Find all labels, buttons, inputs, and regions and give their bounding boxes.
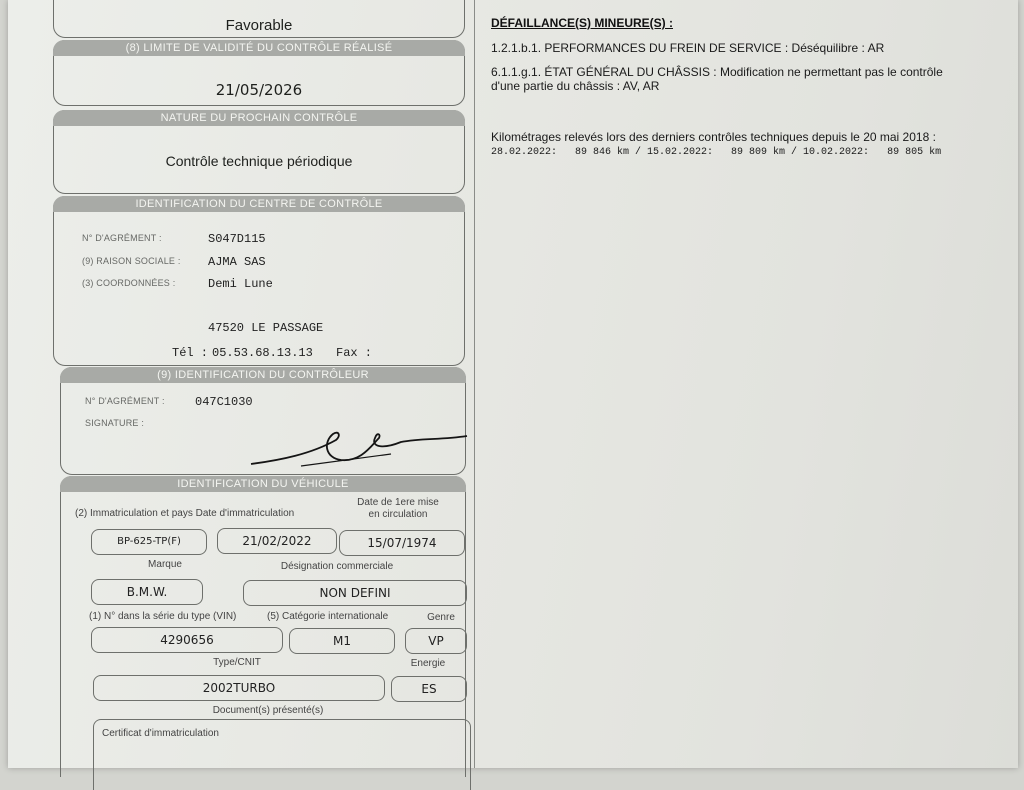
center-band: IDENTIFICATION DU CENTRE DE CONTRÔLE: [53, 196, 465, 212]
tel-label: Tél :: [172, 346, 209, 360]
type-field: 2002TURBO: [93, 675, 385, 701]
validity-band: (8) LIMITE DE VALIDITÉ DU CONTRÔLE RÉALISÉ: [53, 40, 465, 56]
center-box: [53, 196, 465, 366]
raison-sociale-label: (9) RAISON SOCIALE :: [82, 256, 181, 266]
validity-box: [53, 40, 465, 106]
km-values: 28.02.2022: 89 846 km / 15.02.2022: 89 809 km / 10.02.2022: 89 805 km: [491, 147, 942, 158]
controller-agrement-label: N° D'AGRÉMENT :: [85, 396, 165, 406]
coordonnees-line1: Demi Lune: [208, 277, 273, 291]
defect-1: 1.2.1.b.1. PERFORMANCES DU FREIN DE SERVICE : Déséquilibre : AR: [491, 41, 885, 55]
immat-value-field: BP-625-TP(F): [91, 529, 207, 555]
next-control-value: Contrôle technique périodique: [165, 153, 353, 169]
designation-field: NON DEFINI: [243, 580, 467, 606]
docs-field: [93, 719, 471, 790]
minor-defects-title: DÉFAILLANCE(S) MINEURE(S) :: [491, 16, 673, 30]
marque-field: B.M.W.: [91, 579, 203, 605]
designation-label: Désignation commerciale: [280, 561, 394, 572]
center-agrement-label: N° D'AGRÉMENT :: [82, 233, 162, 243]
raison-sociale-value: AJMA SAS: [208, 255, 266, 269]
docs-label: Document(s) présenté(s): [212, 705, 324, 716]
genre-field: VP: [405, 628, 467, 654]
coordonnees-label: (3) COORDONNÉES :: [82, 278, 176, 288]
signature-drawing: [241, 418, 471, 470]
validity-date: 21/05/2026: [215, 81, 303, 99]
signature-label: SIGNATURE :: [85, 418, 145, 428]
energie-label: Energie: [410, 658, 446, 669]
type-label: Type/CNIT: [213, 657, 261, 668]
marque-label: Marque: [148, 559, 182, 570]
km-title: Kilométrages relevés lors des derniers contrôles techniques depuis le 20 mai 2018 :: [491, 130, 936, 144]
coordonnees-line2: 47520 LE PASSAGE: [208, 321, 324, 335]
vin-field: 4290656: [91, 627, 283, 653]
energie-field: ES: [391, 676, 467, 702]
first-circ-date-field: 15/07/1974: [339, 530, 465, 556]
docs-value: Certificat d'immatriculation: [102, 728, 219, 739]
result-value: Favorable: [225, 17, 293, 34]
vehicle-box: [60, 476, 466, 777]
cat-field: M1: [289, 628, 395, 654]
controller-box: [60, 367, 466, 475]
tel-value: 05.53.68.13.13: [212, 346, 313, 360]
first-circ-label-1: Date de 1ere mise: [357, 497, 439, 508]
defect-2-line-1: 6.1.1.g.1. ÉTAT GÉNÉRAL DU CHÂSSIS : Modification ne permettant pas le contrôle: [491, 65, 943, 79]
next-control-band: NATURE DU PROCHAIN CONTRÔLE: [53, 110, 465, 126]
result-box: [53, 0, 465, 38]
inspection-document: [8, 0, 1018, 768]
genre-label: Genre: [427, 612, 455, 623]
next-control-box: [53, 110, 465, 194]
immat-label: (2) Immatriculation et pays Date d'immatriculation: [75, 508, 295, 519]
right-column: [476, 0, 1018, 768]
defect-2-line-2: d'une partie du châssis : AV, AR: [491, 79, 660, 93]
vin-label: (1) N° dans la série du type (VIN): [89, 611, 237, 622]
cat-label: (5) Catégorie internationale: [267, 611, 389, 622]
vehicle-band: IDENTIFICATION DU VÉHICULE: [60, 476, 466, 492]
controller-agrement-value: 047C1030: [195, 395, 253, 409]
first-circ-label-2: en circulation: [368, 509, 428, 520]
center-agrement-value: S047D115: [208, 232, 266, 246]
fax-label: Fax :: [336, 346, 373, 360]
controller-band: (9) IDENTIFICATION DU CONTRÔLEUR: [60, 367, 466, 383]
immat-date-field: 21/02/2022: [217, 528, 337, 554]
left-column: [8, 0, 475, 768]
